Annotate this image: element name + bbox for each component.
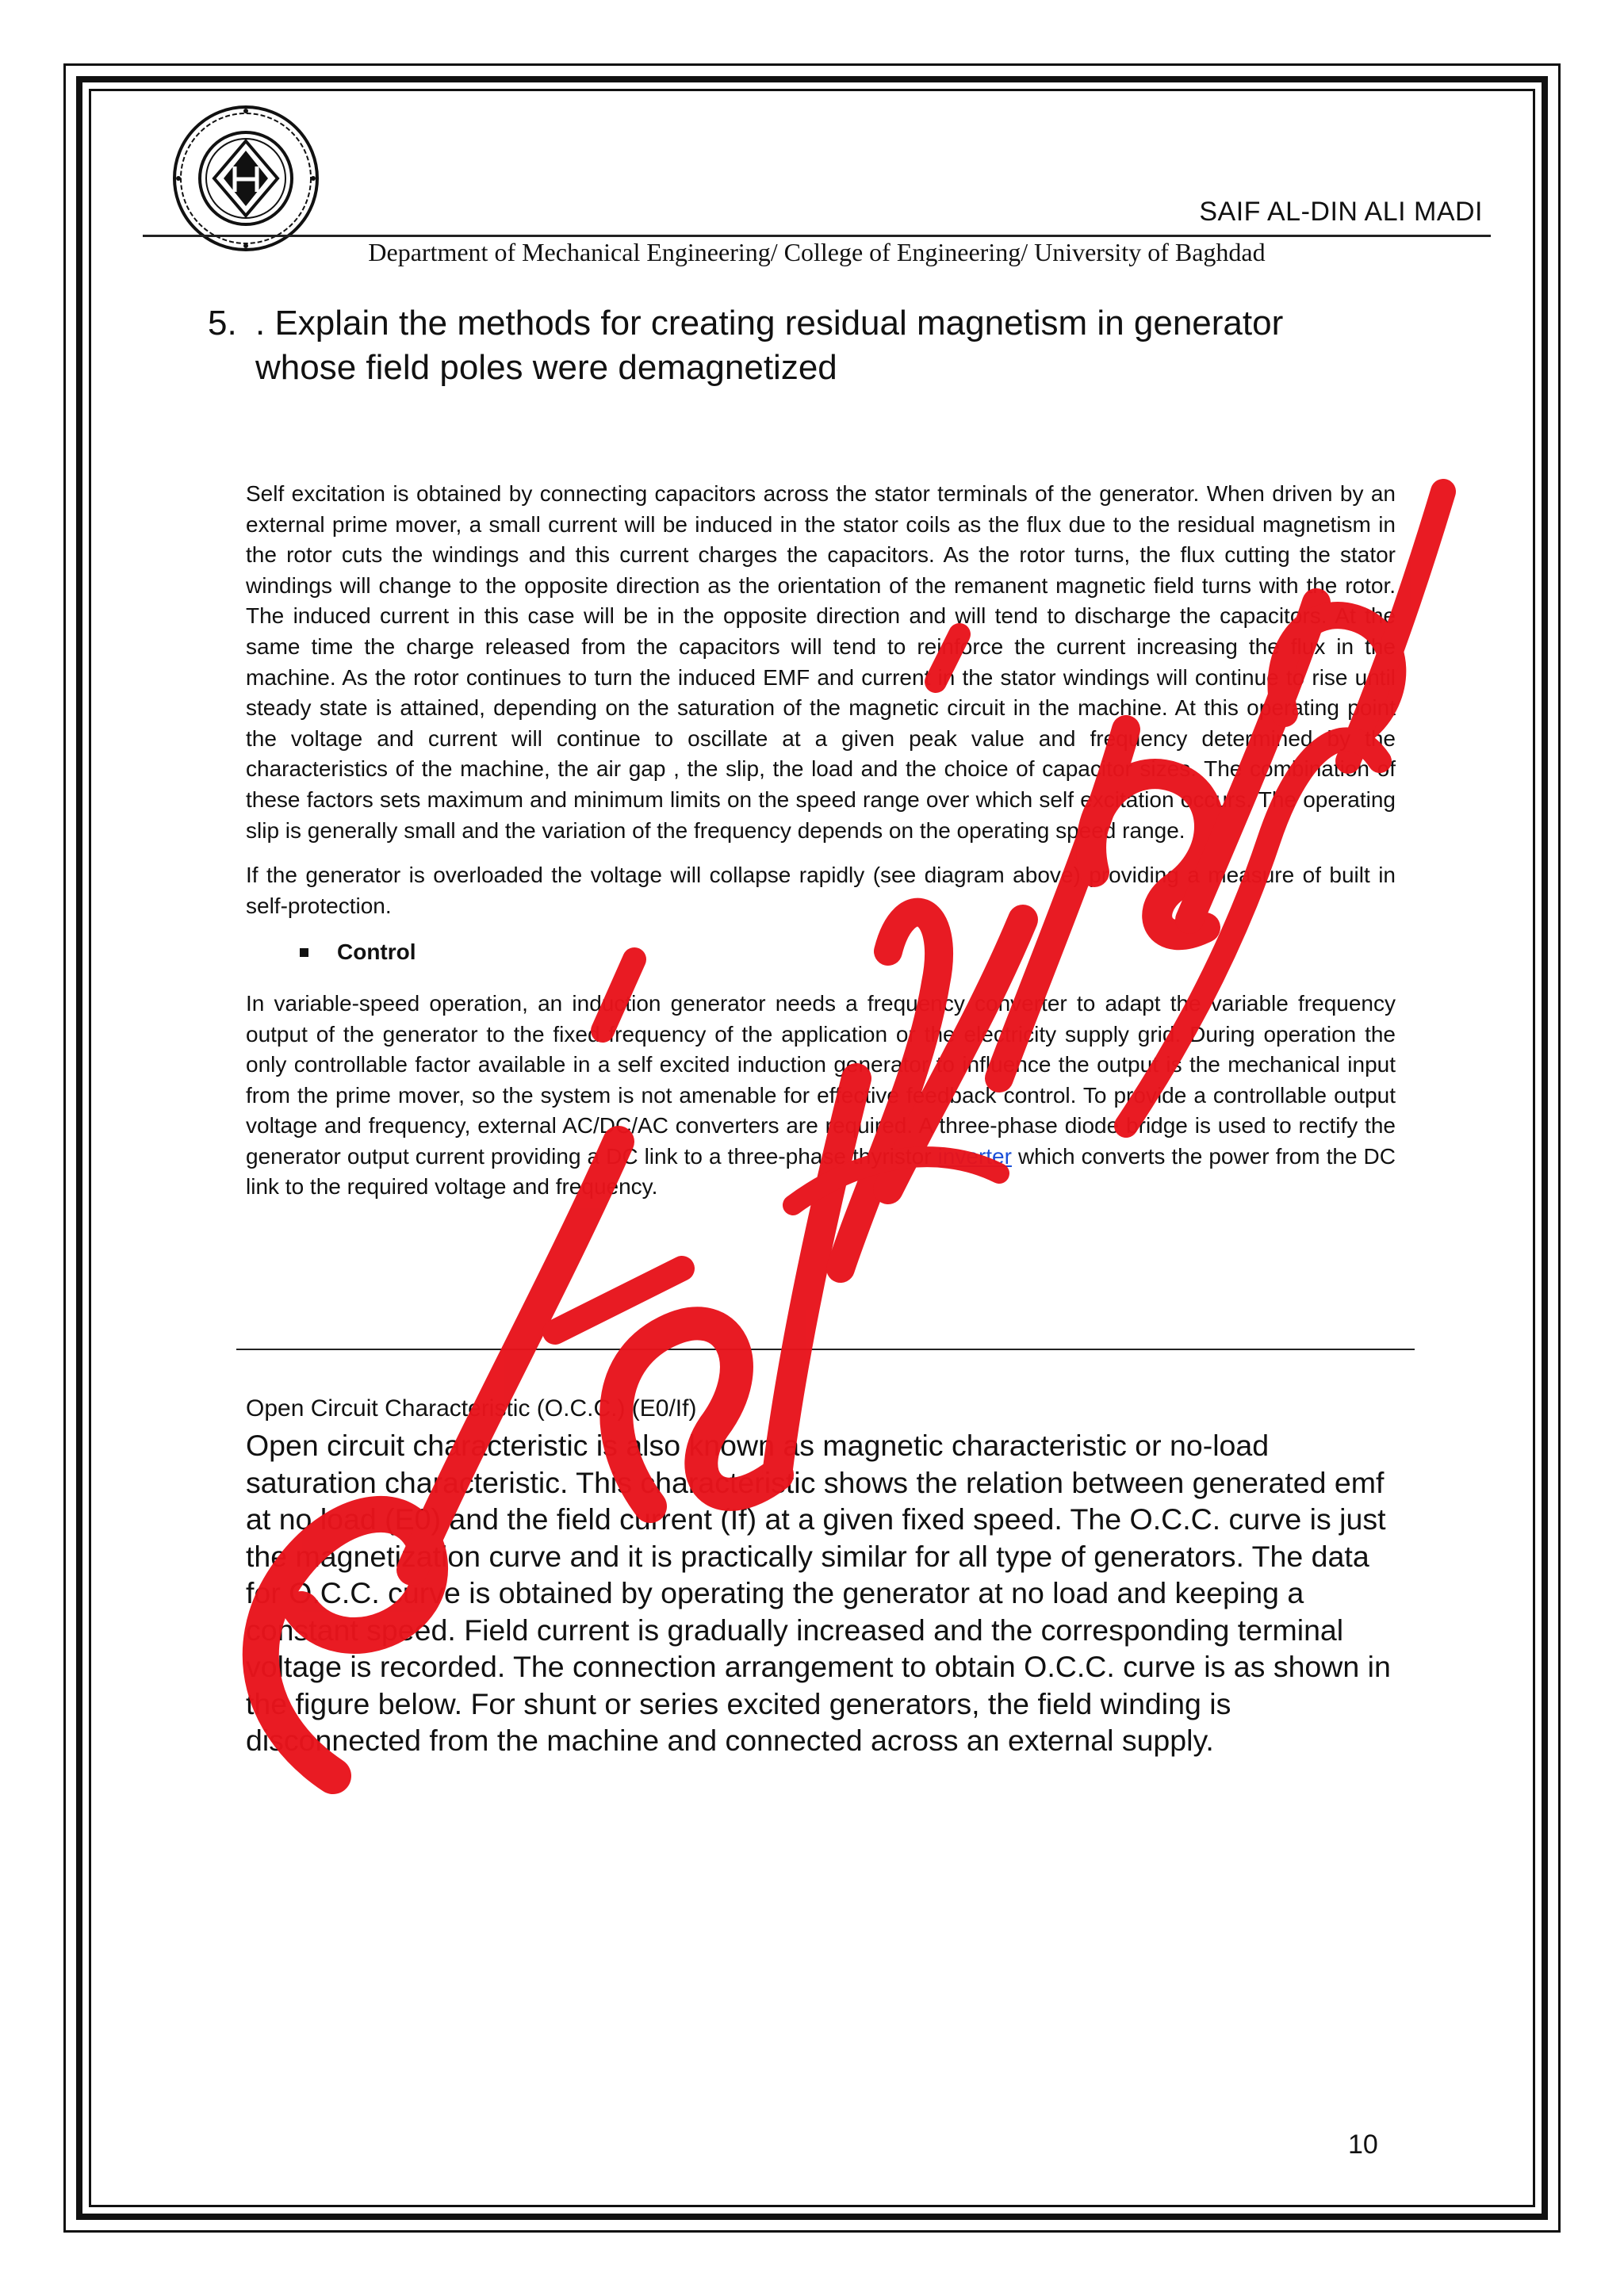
paragraph-control-text2: which converts the power from the DC link to the required voltage and frequency. (246, 1143, 1396, 1200)
occ-paragraph: Open circuit characteristic is also known as magnetic characteristic or no-load saturation characteristic. This characteristic shows the relation between generated emf at no load (E0) and the field current (If) at a given fixed speed. The O.C.C. curve is just the magnetization curve and it is practically similar for all type of generators. The data for O.C.C. curve is obtained by operating the generator at no load and keeping a constant speed. Field current is gradually increased and the corresponding terminal voltage is recorded. The connection arrangement to obtain O.C.C. curve is as shown in the figure below. For shunt or series excited generators, the field winding is disconnected from the machine and connected across an external supply. (246, 1429, 1391, 1757)
question-number: 5. (208, 304, 237, 342)
answer-body (246, 479, 1396, 1217)
paragraph-control-text1: In variable-speed operation, an induction generator needs a frequency converter to adapt the variable frequency output of the generator to the fixed frequency of the application or the electricity supply grid. During operation the only controllable factor available in a self excited induction generator to influence the output is the mechanical input from the prime mover, so the system is not amenable for effective feedback control. To provide a controllable output voltage and frequency, external AC/DC/AC converters are required. A three-phase diode bridge is used to rectify the generator output current providing a DC link to a three-phase thyristor (246, 990, 1396, 1169)
page-number: 10 (1348, 2130, 1378, 2160)
university-logo (159, 103, 333, 254)
occ-heading: Open Circuit Characteristic (O.C.C.) (E0/If) (246, 1395, 697, 1422)
square-bullet-icon (300, 948, 308, 957)
department-line: Department of Mechanical Engineering/ College of Engineering/ University of Baghdad (368, 238, 1266, 266)
bullet-label: Control (337, 939, 416, 965)
header-rule (143, 235, 1491, 237)
author-name: SAIF AL-DIN ALI MADI (1199, 197, 1483, 227)
question-title-line2: whose field poles were demagnetized (255, 348, 837, 387)
question-title (208, 301, 1397, 390)
paragraph-overload: If the generator is overloaded the voltage will collapse rapidly (see diagram above) providing a measure of built in self-protection. (246, 863, 1396, 918)
question-title-line1: . Explain the methods for creating residual magnetism in generator (255, 304, 1284, 342)
paragraph-self-excitation: Self excitation is obtained by connecting capacitors across the stator terminals of the generator. When driven by an external prime mover, a small current will be induced in the stator coils as the flux due to the residual magnetism in the rotor cuts the windings and this current charges the capacitors. As the rotor turns, the flux cutting the stator windings will change to the opposite direction as the orientation of the remanent magnetic field turns with the rotor. The induced current in this case will be in the opposite direction and will tend to discharge the capacitors. At the same time the charge released from the capacitors will tend to reinforce the current increasing the flux in the machine. As the rotor continues to turn the induced EMF and current in the stator windings will continue to rise until steady state is attained, depending on the saturation of the magnetic circuit in the machine. At this operating point the voltage and current will continue to oscillate at a given peak value and frequency determined by the characteristics of the machine, the air gap , the slip, the load and the choice of capacitor sizes. The combination of these factors sets maximum and minimum limits on the speed range over which self excitation occurs. The operating slip is generally small and the variation of the frequency depends on the operating speed range. (246, 481, 1396, 843)
section-divider (236, 1349, 1415, 1350)
inverter-link[interactable]: inverter (937, 1143, 1012, 1169)
bullet-control (246, 937, 1396, 968)
paragraph-control (246, 989, 1396, 1203)
